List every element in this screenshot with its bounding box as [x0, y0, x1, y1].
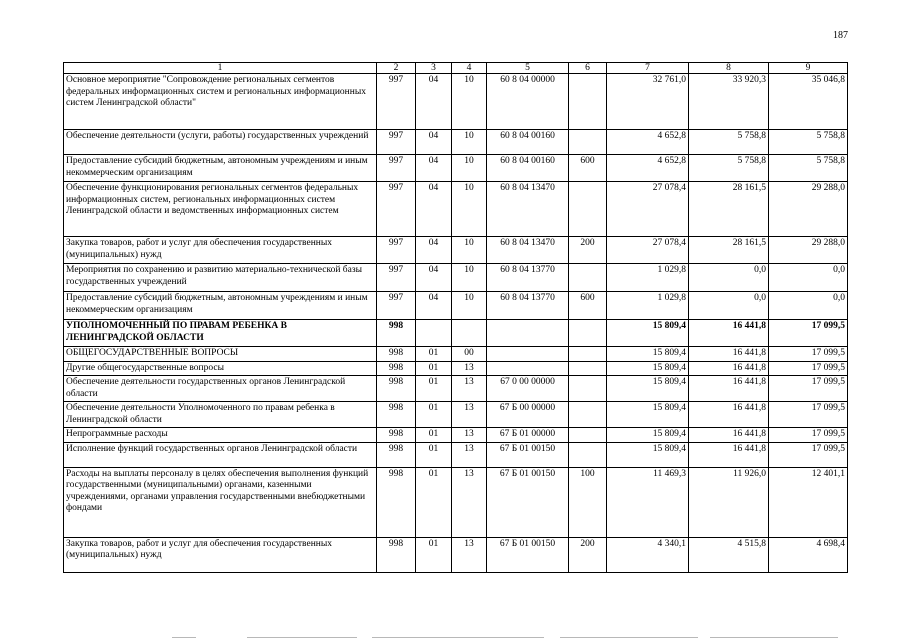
table-cell: 4 652,8: [607, 155, 689, 182]
table-cell: 60 8 04 00160: [487, 155, 569, 182]
table-cell: 4 515,8: [689, 537, 769, 572]
table-cell: 32 761,0: [607, 74, 689, 130]
table-cell: 12 401,1: [769, 467, 848, 537]
header-row: [64, 63, 848, 74]
table-cell: 67 0 00 00000: [487, 376, 569, 402]
table-cell: [569, 130, 607, 155]
table-row: [64, 376, 848, 402]
table-cell: [569, 264, 607, 292]
table-cell: 998: [377, 442, 416, 467]
table-cell: 13: [452, 537, 487, 572]
table-cell: 16 441,8: [689, 428, 769, 443]
table-cell: [569, 428, 607, 443]
table-cell: 17 099,5: [769, 347, 848, 362]
table-cell: 60 8 04 13770: [487, 264, 569, 292]
table-cell: 16 441,8: [689, 402, 769, 428]
table-cell: 997: [377, 74, 416, 130]
page-number: 187: [833, 30, 848, 41]
table-cell: 60 8 04 13770: [487, 292, 569, 320]
table-cell: 10: [452, 155, 487, 182]
table-cell: 10: [452, 130, 487, 155]
table-cell: 11 469,3: [607, 467, 689, 537]
table-cell: Закупка товаров, работ и услуг для обеспечения государственных (муниципальных) нужд: [64, 237, 377, 264]
table-cell: 0,0: [689, 292, 769, 320]
table-cell: [569, 347, 607, 362]
table-cell: 33 920,3: [689, 74, 769, 130]
table-cell: УПОЛНОМОЧЕННЫЙ ПО ПРАВАМ РЕБЕНКА В ЛЕНИНГРАДСКОЙ ОБЛАСТИ: [64, 320, 377, 347]
footer-rule: [372, 637, 544, 638]
table-body: [64, 63, 848, 573]
table-cell: 600: [569, 292, 607, 320]
table-cell: 01: [416, 402, 452, 428]
table-cell: 60 8 04 13470: [487, 182, 569, 237]
table-cell: 67 Б 01 00000: [487, 428, 569, 443]
table-cell: 17 099,5: [769, 402, 848, 428]
table-cell: 10: [452, 264, 487, 292]
table-cell: 16 441,8: [689, 442, 769, 467]
table-cell: 16 441,8: [689, 347, 769, 362]
table-cell: 0,0: [769, 264, 848, 292]
table-cell: 17 099,5: [769, 442, 848, 467]
table-cell: 5 758,8: [689, 155, 769, 182]
table-cell: 998: [377, 537, 416, 572]
table-cell: 4 340,1: [607, 537, 689, 572]
table-cell: 35 046,8: [769, 74, 848, 130]
table-row: [64, 361, 848, 376]
table-cell: 29 288,0: [769, 182, 848, 237]
table-cell: 997: [377, 182, 416, 237]
table-cell: Предоставление субсидий бюджетным, автономным учреждениям и иным некоммерческим организациям: [64, 155, 377, 182]
table-cell: 15 809,4: [607, 428, 689, 443]
table-cell: 1 029,8: [607, 264, 689, 292]
table-cell: Обеспечение функционирования региональных сегментов федеральных информационных систем, региональных информационных систем Ленинградской области и ведомственных информационных систем: [64, 182, 377, 237]
table-row: [64, 428, 848, 443]
table-cell: 998: [377, 428, 416, 443]
table-cell: [452, 320, 487, 347]
table-cell: 998: [377, 467, 416, 537]
table-cell: 16 441,8: [689, 320, 769, 347]
table-cell: 13: [452, 467, 487, 537]
table-cell: 16 441,8: [689, 376, 769, 402]
table-cell: 13: [452, 376, 487, 402]
table-cell: 998: [377, 402, 416, 428]
table-cell: 01: [416, 467, 452, 537]
table-cell: [487, 347, 569, 362]
table-cell: 15 809,4: [607, 402, 689, 428]
table-cell: 15 809,4: [607, 376, 689, 402]
table-cell: Основное мероприятие "Сопровождение региональных сегментов федеральных информационных систем и региональных информационных систем Ленинградской области": [64, 74, 377, 130]
table-cell: [569, 74, 607, 130]
table-cell: [487, 320, 569, 347]
table-cell: 60 8 04 00000: [487, 74, 569, 130]
table-cell: 16 441,8: [689, 361, 769, 376]
header-cell: 9: [769, 63, 848, 74]
table-cell: 998: [377, 347, 416, 362]
table-row: [64, 74, 848, 130]
table-cell: 997: [377, 130, 416, 155]
table-cell: 600: [569, 155, 607, 182]
table-cell: 998: [377, 320, 416, 347]
table-cell: 200: [569, 237, 607, 264]
footer-rule: [710, 637, 838, 638]
header-cell: 3: [416, 63, 452, 74]
table-cell: 998: [377, 361, 416, 376]
table-cell: [569, 320, 607, 347]
table-cell: 997: [377, 155, 416, 182]
table-cell: 28 161,5: [689, 237, 769, 264]
table-cell: 200: [569, 537, 607, 572]
table-cell: 10: [452, 74, 487, 130]
table-cell: 100: [569, 467, 607, 537]
table-cell: 04: [416, 74, 452, 130]
table-cell: Расходы на выплаты персоналу в целях обеспечения выполнения функций государственными (муниципальными) органами, казенными учреждениями, органами управления государственными внебюджетными фондами: [64, 467, 377, 537]
table-cell: Закупка товаров, работ и услуг для обеспечения государственных (муниципальных) нужд: [64, 537, 377, 572]
table-cell: [569, 182, 607, 237]
table-cell: 997: [377, 292, 416, 320]
table-cell: ОБЩЕГОСУДАРСТВЕННЫЕ ВОПРОСЫ: [64, 347, 377, 362]
table-cell: 15 809,4: [607, 361, 689, 376]
footer-rule: [172, 637, 196, 638]
table-cell: 15 809,4: [607, 442, 689, 467]
table-cell: 01: [416, 376, 452, 402]
table-cell: 04: [416, 292, 452, 320]
table-cell: Предоставление субсидий бюджетным, автономным учреждениям и иным некоммерческим организациям: [64, 292, 377, 320]
table-cell: [569, 402, 607, 428]
table-row: [64, 467, 848, 537]
header-cell: 8: [689, 63, 769, 74]
table-cell: Обеспечение деятельности государственных органов Ленинградской области: [64, 376, 377, 402]
table-cell: 04: [416, 182, 452, 237]
header-cell: 5: [487, 63, 569, 74]
table-cell: 67 Б 00 00000: [487, 402, 569, 428]
table-row: [64, 347, 848, 362]
table-cell: 997: [377, 264, 416, 292]
table-row: [64, 155, 848, 182]
table-row: [64, 320, 848, 347]
table-cell: 13: [452, 442, 487, 467]
table-cell: 01: [416, 537, 452, 572]
table-cell: 0,0: [689, 264, 769, 292]
table-cell: 4 652,8: [607, 130, 689, 155]
table-cell: [416, 320, 452, 347]
table-cell: 13: [452, 402, 487, 428]
table-cell: 17 099,5: [769, 428, 848, 443]
table-cell: 04: [416, 237, 452, 264]
table-cell: 28 161,5: [689, 182, 769, 237]
table-row: [64, 264, 848, 292]
table-row: [64, 182, 848, 237]
table-cell: 4 698,4: [769, 537, 848, 572]
table-cell: [569, 361, 607, 376]
table-row: [64, 442, 848, 467]
table-cell: 00: [452, 347, 487, 362]
table-cell: [487, 361, 569, 376]
table-cell: 67 Б 01 00150: [487, 442, 569, 467]
table-cell: 01: [416, 428, 452, 443]
header-cell: 4: [452, 63, 487, 74]
table-cell: 5 758,8: [689, 130, 769, 155]
table-cell: 11 926,0: [689, 467, 769, 537]
table-cell: Обеспечение деятельности Уполномоченного по правам ребенка в Ленинградской области: [64, 402, 377, 428]
budget-table: [63, 62, 848, 573]
footer-rule: [560, 637, 698, 638]
table-cell: 17 099,5: [769, 361, 848, 376]
table-cell: 67 Б 01 00150: [487, 467, 569, 537]
table-cell: 27 078,4: [607, 182, 689, 237]
table-row: [64, 292, 848, 320]
footer-rule: [247, 637, 357, 638]
table-cell: Исполнение функций государственных органов Ленинградской области: [64, 442, 377, 467]
table-cell: 67 Б 01 00150: [487, 537, 569, 572]
table-cell: 10: [452, 237, 487, 264]
table-cell: 60 8 04 00160: [487, 130, 569, 155]
table-cell: 01: [416, 442, 452, 467]
table-cell: 17 099,5: [769, 376, 848, 402]
table-cell: 29 288,0: [769, 237, 848, 264]
table-cell: 998: [377, 376, 416, 402]
table-cell: 13: [452, 361, 487, 376]
table-cell: 5 758,8: [769, 130, 848, 155]
header-cell: 2: [377, 63, 416, 74]
header-cell: 1: [64, 63, 377, 74]
table-cell: 5 758,8: [769, 155, 848, 182]
header-cell: 6: [569, 63, 607, 74]
table-cell: 04: [416, 264, 452, 292]
table-cell: 01: [416, 347, 452, 362]
table-cell: 60 8 04 13470: [487, 237, 569, 264]
table-row: [64, 130, 848, 155]
table-cell: 04: [416, 130, 452, 155]
table-cell: [569, 376, 607, 402]
table-cell: 17 099,5: [769, 320, 848, 347]
table-cell: 1 029,8: [607, 292, 689, 320]
table-cell: 997: [377, 237, 416, 264]
table-cell: 01: [416, 361, 452, 376]
table-row: [64, 237, 848, 264]
table-cell: [569, 442, 607, 467]
table-row: [64, 537, 848, 572]
table-cell: 04: [416, 155, 452, 182]
table-cell: 10: [452, 292, 487, 320]
table-row: [64, 402, 848, 428]
header-cell: 7: [607, 63, 689, 74]
table-cell: 10: [452, 182, 487, 237]
table-cell: 27 078,4: [607, 237, 689, 264]
table-cell: 13: [452, 428, 487, 443]
table-cell: 15 809,4: [607, 347, 689, 362]
table-cell: Непрограммные расходы: [64, 428, 377, 443]
table-cell: 0,0: [769, 292, 848, 320]
table-cell: Мероприятия по сохранению и развитию материально-технической базы государственных учреждений: [64, 264, 377, 292]
table-cell: Обеспечение деятельности (услуги, работы) государственных учреждений: [64, 130, 377, 155]
table-cell: 15 809,4: [607, 320, 689, 347]
table-cell: Другие общегосударственные вопросы: [64, 361, 377, 376]
